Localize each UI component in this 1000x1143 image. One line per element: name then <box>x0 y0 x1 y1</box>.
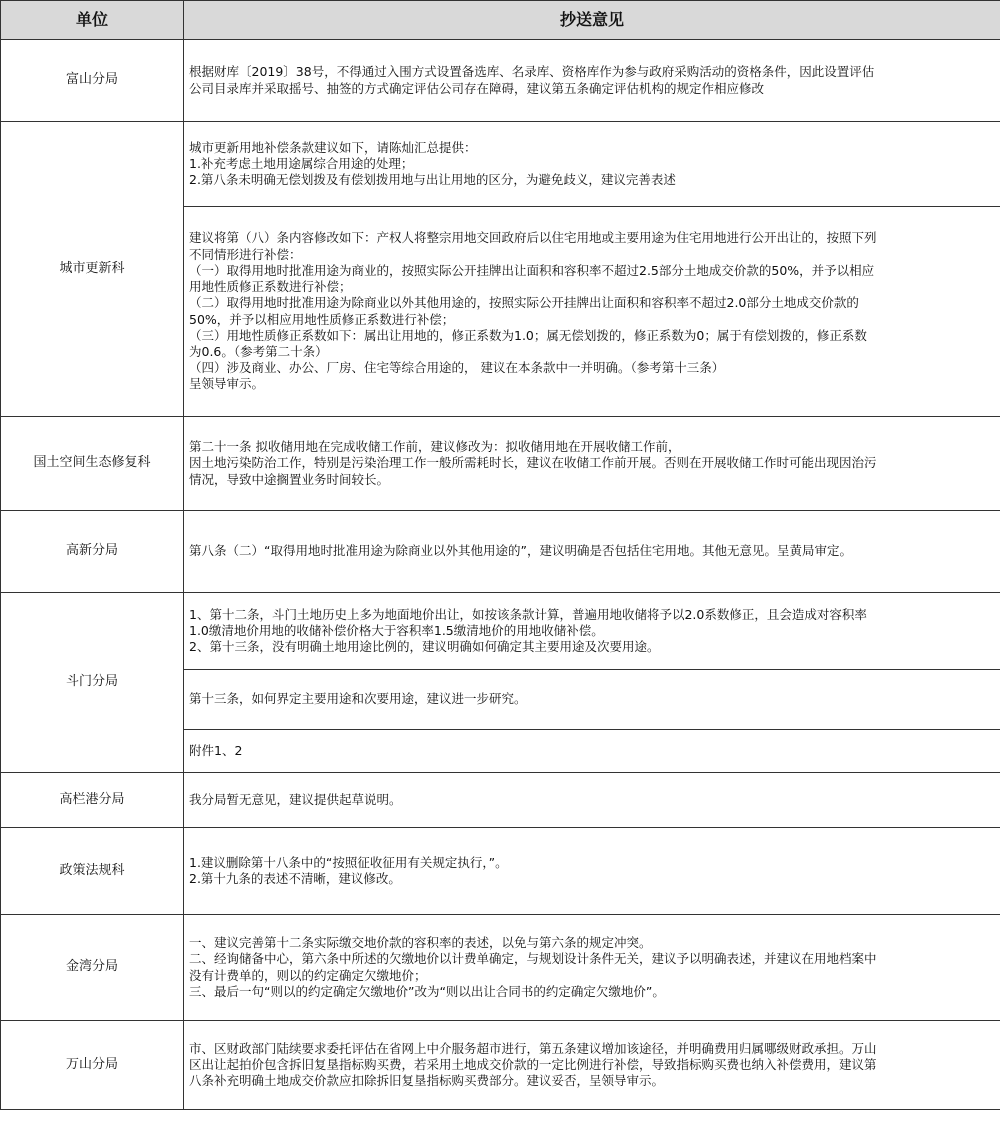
table-row <box>1 40 1000 122</box>
opinion-line: 情况，导致中途搁置业务时间较长。 <box>189 471 390 487</box>
opinion-line: 城市更新用地补偿条款建议如下，请陈灿汇总提供： <box>189 139 477 155</box>
opinion-cell <box>184 915 1000 1021</box>
opinion-cell <box>184 773 1000 828</box>
opinion-line: 第八条（二）“取得用地时批准用途为除商业以外其他用途的”，建议明确是否包括住宅用地。其他无意见。呈黄局审定。 <box>189 543 852 559</box>
table-row <box>1 122 1000 207</box>
opinion-line: 2、第十三条，没有明确土地用途比例的，建议明确如何确定其主要用途及次要用途。 <box>189 639 660 655</box>
table-row <box>1 773 1000 828</box>
opinion-line: 我分局暂无意见，建议提供起草说明。 <box>189 791 402 807</box>
opinion-line: 50%，并予以相应用地性质修正系数进行补偿； <box>189 311 455 327</box>
opinion-line: 第二十一条 拟收储用地在完成收储工作前，建议修改为：拟收储用地在开展收储工作前， <box>189 439 681 455</box>
unit-cell: 政策法规科 <box>1 828 184 915</box>
opinion-cell <box>184 122 1000 207</box>
unit-cell: 富山分局 <box>1 40 184 122</box>
opinion-line: 公司目录库并采取摇号、抽签的方式确定评估公司存在障碍，建议第五条确定评估机构的规定作相应修改 <box>189 80 765 96</box>
opinion-cell <box>184 207 1000 417</box>
header-unit: 单位 <box>1 1 184 40</box>
opinion-line: （二）取得用地时批准用途为除商业以外其他用途的，按照实际公开挂牌出让面积和容积率不超过2.0部分土地成交价款的 <box>189 295 859 311</box>
opinion-line: 建议将第（八）条内容修改如下：产权人将整宗用地交回政府后以住宅用地或主要用途为住宅用地进行公开出让的，按照下列 <box>189 230 877 246</box>
unit-cell: 高新分局 <box>1 511 184 593</box>
table-row <box>1 417 1000 511</box>
opinion-line: （三）用地性质修正系数如下：属出让用地的，修正系数为1.0；属无偿划拨的，修正系数为0；属于有偿划拨的，修正系数 <box>189 327 867 343</box>
unit-cell: 金湾分局 <box>1 915 184 1021</box>
opinion-cell <box>184 828 1000 915</box>
table-row <box>1 511 1000 593</box>
opinion-line: 附件1、2 <box>189 742 243 758</box>
opinion-line: （一）取得用地时批准用途为商业的，按照实际公开挂牌出让面积和容积率不超过2.5部分土地成交价款的50%，并予以相应 <box>189 262 875 278</box>
opinion-cell <box>184 1021 1000 1110</box>
opinion-line: 三、最后一句“则以的约定确定欠缴地价”改为“则以出让合同书的约定确定欠缴地价”。 <box>189 983 665 999</box>
opinion-line: 二、经询储备中心，第六条中所述的欠缴地价以计费单确定，与规划设计条件无关，建议予以明确表述，并建议在用地档案中 <box>189 951 877 967</box>
unit-cell: 斗门分局 <box>1 593 184 773</box>
opinion-line: （四）涉及商业、办公、厂房、住宅等综合用途的， 建议在本条款中一并明确。（参考第十三条） <box>189 360 725 376</box>
opinion-line: 市、区财政部门陆续要求委托评估在省网上中介服务超市进行，第五条建议增加该途径，并明确费用归属哪级财政承担。万山 <box>189 1040 877 1056</box>
opinion-line: 八条补充明确土地成交价款应扣除拆旧复垦指标购买费部分。建议妥否，呈领导审示。 <box>189 1073 665 1089</box>
opinion-line: 一、建议完善第十二条实际缴交地价款的容积率的表述，以免与第六条的规定冲突。 <box>189 935 652 951</box>
opinion-cell <box>184 670 1000 730</box>
opinion-line: 2.第八条未明确无偿划拨及有偿划拨用地与出让用地的区分，为避免歧义，建议完善表述 <box>189 172 676 188</box>
table-row <box>1 915 1000 1021</box>
opinion-line: 用地性质修正系数进行补偿； <box>189 279 352 295</box>
header-row <box>1 1 1000 40</box>
opinion-line: 没有计费单的，则以的约定确定欠缴地价； <box>189 967 427 983</box>
opinion-line: 2.第十九条的表述不清晰，建议修改。 <box>189 871 401 886</box>
opinion-line: 因土地污染防治工作，特别是污染治理工作一般所需耗时长，建议在收储工作前开展。否则在开展收储工作时可能出现因治污 <box>189 455 877 471</box>
opinion-line: 根据财库〔2019〕38号，不得通过入围方式设置备选库、名录库、资格库作为参与政府采购活动的资格条件，因此设置评估 <box>189 64 875 80</box>
opinion-cell <box>184 40 1000 122</box>
opinion-line: 区出让起拍价包含拆旧复垦指标购买费，若采用土地成交价款的一定比例进行补偿，导致指标购买费也纳入补偿费用，建议第 <box>189 1056 877 1072</box>
opinion-cell <box>184 511 1000 593</box>
unit-cell: 高栏港分局 <box>1 773 184 828</box>
table-row <box>1 828 1000 915</box>
opinion-line: 第十三条，如何界定主要用途和次要用途，建议进一步研究。 <box>189 691 527 707</box>
header-opinion: 抄送意见 <box>184 1 1000 40</box>
unit-cell: 城市更新科 <box>1 122 184 417</box>
unit-cell: 万山分局 <box>1 1021 184 1110</box>
opinion-line: 1.建议删除第十八条中的“按照征收征用有关规定执行，”。 <box>189 854 508 870</box>
opinion-line: 1、第十二条，斗门土地历史上多为地面地价出让，如按该条款计算，普遍用地收储将予以2.0系数修正，且会造成对容积率 <box>189 606 867 622</box>
opinion-line: 1.0缴清地价用地的收储补偿价格大于容积率1.5缴清地价的用地收储补偿。 <box>189 622 604 638</box>
opinion-line: 1.补充考虑土地用途属综合用途的处理； <box>189 155 414 171</box>
unit-cell: 国土空间生态修复科 <box>1 417 184 511</box>
opinion-line: 为0.6。（参考第二十条） <box>189 343 328 359</box>
opinion-line: 不同情形进行补偿： <box>189 246 302 262</box>
opinion-line: 呈领导审示。 <box>189 376 265 392</box>
opinion-cell <box>184 593 1000 670</box>
table-row <box>1 593 1000 670</box>
opinion-cell <box>184 730 1000 773</box>
table-row <box>1 1021 1000 1110</box>
opinion-cell <box>184 417 1000 511</box>
